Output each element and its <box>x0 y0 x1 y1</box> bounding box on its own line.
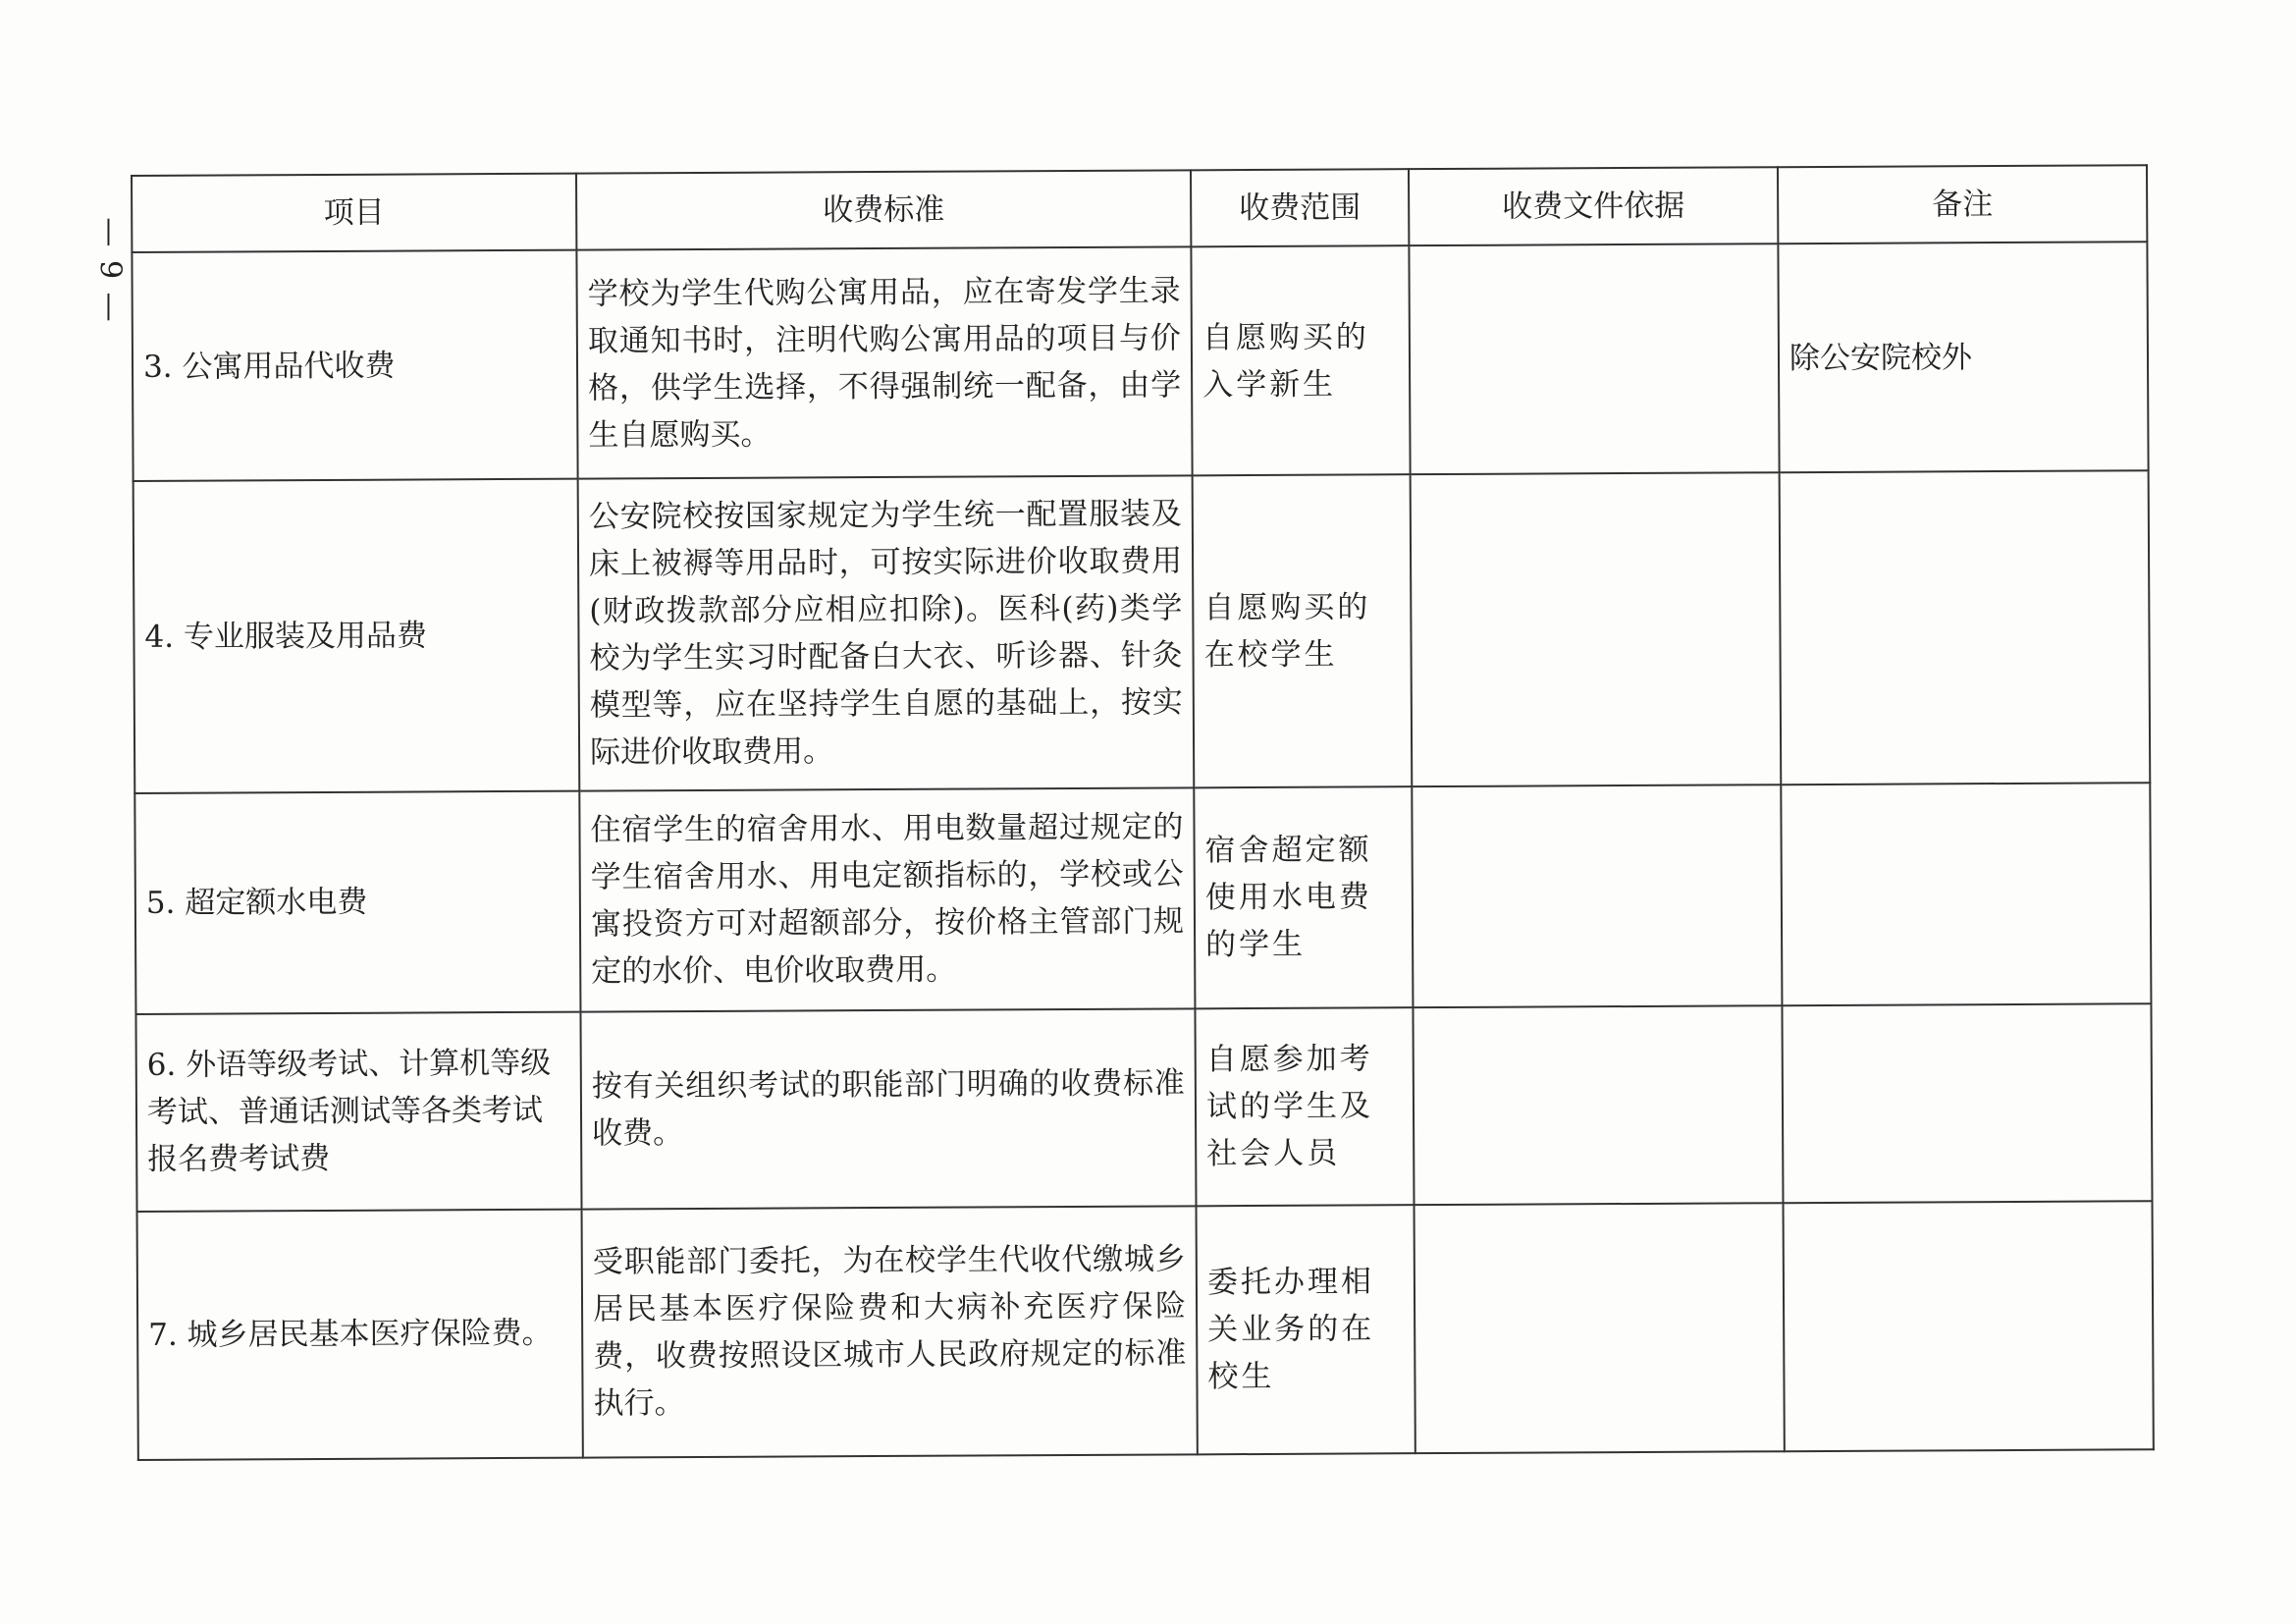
cell-scope: 自愿购买的入学新生 <box>1191 245 1410 475</box>
cell-item: 7. 城乡居民基本医疗保险费。 <box>137 1209 583 1460</box>
fee-table <box>131 164 2155 1461</box>
header-standard: 收费标准 <box>576 170 1191 249</box>
cell-item: 5. 超定额水电费 <box>134 790 580 1013</box>
cell-note <box>1781 783 2151 1005</box>
table-row <box>132 242 2148 481</box>
header-item: 项目 <box>132 174 576 252</box>
cell-standard: 学校为学生代购公寓用品，应在寄发学生录取通知书时，注明代购公寓用品的项目与价格，供学生选择，不得强制统一配备，由学生自愿购买。 <box>576 246 1192 478</box>
cell-scope: 自愿参加考试的学生及社会人员 <box>1195 1007 1414 1206</box>
cell-basis <box>1409 243 1779 474</box>
cell-note <box>1780 470 2151 784</box>
header-note: 备注 <box>1778 165 2147 243</box>
table-row <box>133 470 2151 792</box>
header-scope: 收费范围 <box>1191 169 1409 246</box>
cell-basis <box>1412 784 1782 1007</box>
cell-standard: 按有关组织考试的职能部门明确的收费标准收费。 <box>580 1008 1196 1209</box>
table-row <box>134 783 2151 1014</box>
cell-basis <box>1413 1005 1783 1205</box>
header-basis: 收费文件依据 <box>1409 167 1778 245</box>
cell-basis <box>1411 472 1782 786</box>
cell-item: 3. 公寓用品代收费 <box>132 250 577 481</box>
cell-scope: 委托办理相关业务的在校生 <box>1197 1205 1415 1454</box>
page-number-text: — 9 — <box>92 216 128 324</box>
page-number <box>90 196 130 344</box>
table-row <box>135 1003 2152 1212</box>
table-header-row <box>132 165 2147 252</box>
cell-note: 除公安院校外 <box>1778 242 2148 472</box>
cell-basis <box>1415 1203 1785 1453</box>
cell-standard: 住宿学生的宿舍用水、用电数量超过规定的学生宿舍用水、用电定额指标的，学校或公寓投资方可对超额部分，按价格主管部门规定的水价、电价收取费用。 <box>579 787 1195 1011</box>
cell-standard: 受职能部门委托，为在校学生代收代缴城乡居民基本医疗保险费和大病补充医疗保险费，收费按照设区城市人民政府规定的标准执行。 <box>582 1206 1198 1458</box>
cell-scope: 宿舍超定额使用水电费的学生 <box>1194 786 1413 1008</box>
cell-note <box>1784 1201 2154 1451</box>
table-row <box>137 1201 2154 1460</box>
cell-item: 4. 专业服装及用品费 <box>133 479 580 793</box>
cell-standard: 公安院校按国家规定为学生统一配置服装及床上被褥等用品时，可按实际进价收取费用(财政拨款部分应相应扣除)。医科(药)类学校为学生实习时配备白大衣、听诊器、针灸模型等，应在坚持学生自愿的基础上，按实际进价收取费用。 <box>578 475 1195 790</box>
cell-item: 6. 外语等级考试、计算机等级考试、普通话测试等各类考试报名费考试费 <box>135 1011 581 1211</box>
cell-scope: 自愿购买的在校学生 <box>1193 474 1413 787</box>
cell-note <box>1782 1003 2152 1203</box>
